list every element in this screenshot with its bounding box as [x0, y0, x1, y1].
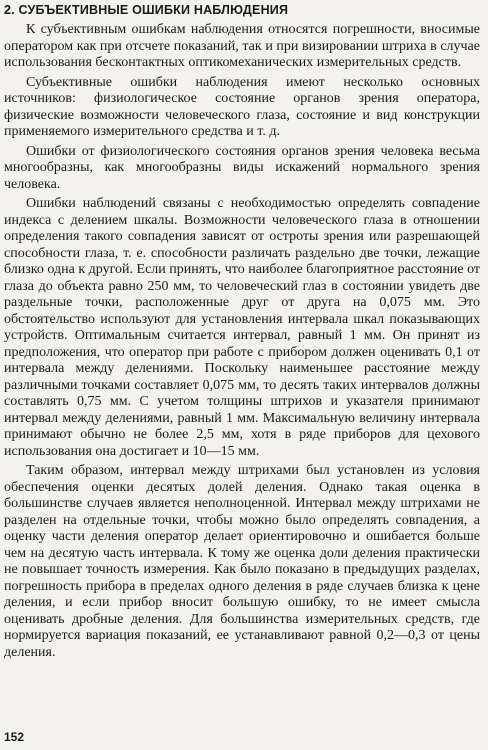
body-text	[4, 22, 480, 664]
paragraph-5: Таким образом, интервал между штрихами был установлен из условия обеспечения оценки десятых долей деления. Однако такая оценка в большинстве случаев является неполноценной. Интервал между штрихами не разделен на отдельные точки, чтобы можно было определять совпадения, а оценку части деления оператор делает ориентировочно и ошибается больше чем на десятую часть интервала. К тому же оценка доли деления практически не повышает точность измерения. Как было показано в предыдущих разделах, погрешность прибора в пределах одного деления в ряде случаев близка к цене деления, и если прибор вносит большую ошибку, то не имеет смысла оценивать дробные деления. Для большинства измерительных средств, где нормируется вариация показаний, ее устанавливают равной 0,2—0,3 от цены деления.	[4, 463, 480, 660]
paragraph-3: Ошибки от физиологического состояния органов зрения человека весьма многообразны, как многообразны виды искажений нормального зрения человека.	[4, 143, 480, 192]
paragraph-1: К субъективным ошибкам наблюдения относятся погрешности, вносимые оператором как при отсчете показаний, так и при визировании штриха в случае использования бесконтактных оптикомеханических измерительных средств.	[4, 22, 480, 70]
section-title: 2. СУБЪЕКТИВНЫЕ ОШИБКИ НАБЛЮДЕНИЯ	[4, 3, 289, 17]
page-number: 152	[4, 730, 25, 744]
paragraph-2: Субъективные ошибки наблюдения имеют несколько основных источников: физиологическое состояние органов зрения оператора, физические возможности человеческого глаза, состояние и вид конструкции применяемого измерительного средства и т. д.	[4, 74, 480, 139]
paragraph-4: Ошибки наблюдений связаны с необходимостью определять совпадение индекса с делением шкалы. Возможности человеческого глаза в отношении определения такого совпадения зависят от остроты зрения или разрешающей способности глаза, т. е. способности различать раздельно две точки, лежащие близко одна к другой. Если принять, что наиболее благоприятное расстояние от глаза до объекта равно 250 мм, то человеческий глаз в состоянии увидеть две раздельные точки, расположенные друг от друга на 0,075 мм. Это обстоятельство используют для установления интервала шкал показывающих устройств. Оптимальным считается интервал, равный 1 мм. Он принят из предположения, что оператор при работе с прибором должен оценивать 0,1 от интервала между делениями. Поскольку наименьшее расстояние между различными точками составляет 0,075 мм, то десять таких интервалов должны составлять 0,75 мм. С учетом толщины штрихов и указателя принимают интервал между делениями, равный 1 мм. Максимальную величину интервала принимают обычно не более 2,5 мм, хотя в ряде приборов для цехового использования она достигает и 10—15 мм.	[4, 196, 480, 459]
